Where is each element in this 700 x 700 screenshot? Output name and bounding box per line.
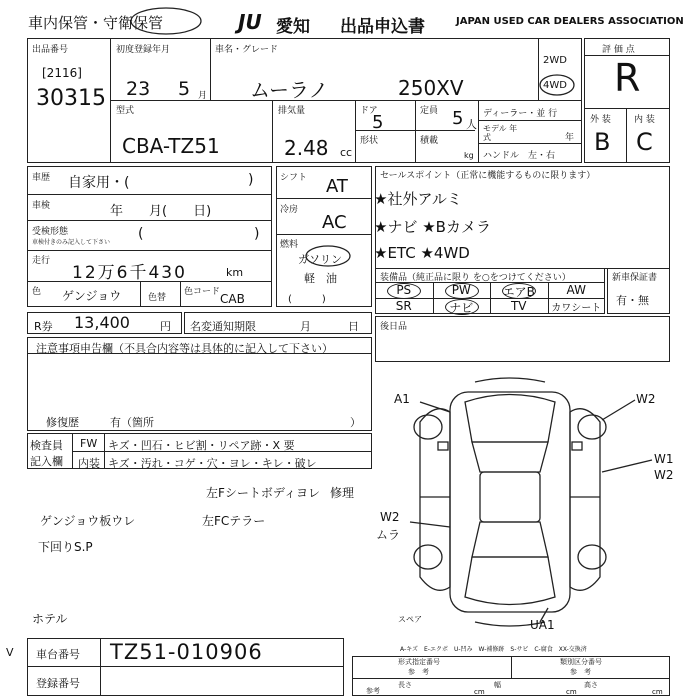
mileage: 12万6千430 xyxy=(72,263,187,283)
wheel-rr xyxy=(578,545,606,569)
equipment-item: エアB xyxy=(502,285,535,299)
equipment-circle xyxy=(445,283,479,299)
wheel-rl xyxy=(414,545,442,569)
selling-point-1: ★社外アルミ xyxy=(374,190,462,208)
shape-label: 形状 xyxy=(360,136,379,146)
fuel-paren: ( ) xyxy=(288,294,326,305)
association-name: JAPAN USED CAR DEALERS ASSOCIATION xyxy=(456,16,684,27)
diag-mura: ムラ xyxy=(376,528,401,542)
model-year-label: モデル 年式 xyxy=(483,124,518,142)
doors: 5 xyxy=(372,112,384,133)
int-label: 内 装 xyxy=(634,115,655,125)
storage-circle xyxy=(130,6,206,36)
diag-w1: W1 xyxy=(654,452,674,466)
color-change-label: 色替 xyxy=(148,293,167,303)
reg-number-label: 登録番号 xyxy=(36,677,80,690)
name-label: 車名・グレード xyxy=(215,45,279,55)
ref-label: 参考 xyxy=(366,687,380,695)
displacement: 2.48 xyxy=(284,136,329,160)
inspection-value: 年 月( 日) xyxy=(110,204,212,219)
equipment-circle xyxy=(387,283,421,299)
wheel-fl xyxy=(414,415,442,439)
history-close: ) xyxy=(248,172,254,188)
repair-close: ） xyxy=(350,416,361,429)
capacity: 5 xyxy=(452,108,464,129)
car-rear-window xyxy=(472,522,548,557)
load-unit: kg xyxy=(464,151,474,160)
car-windshield xyxy=(472,442,548,472)
fuel-circle xyxy=(300,243,356,269)
receive-sub: 車検付きのみ記入して下さい xyxy=(32,239,111,246)
inspector-note-4: 下回りS.P xyxy=(38,540,93,554)
inspector-note-2: 左FCテラー xyxy=(202,514,266,528)
equipment-item: TV xyxy=(510,299,527,313)
diag-spare: スペア xyxy=(398,615,422,624)
cap-unit: 人 xyxy=(466,118,477,131)
ac-label: 冷房 xyxy=(280,205,299,215)
equipment-label: 装備品（純正品に限り を○をつけてください） xyxy=(380,273,571,283)
selling-label: セールスポイント（正常に機能するものに限ります） xyxy=(380,171,596,181)
car-trunk xyxy=(465,557,555,605)
month-unit: 月 xyxy=(198,91,208,101)
score-value: R xyxy=(614,56,641,100)
length-unit: cm xyxy=(474,688,485,696)
brand-sub: 愛知 xyxy=(276,17,310,37)
brand-logo xyxy=(238,10,262,34)
length-label: 長さ xyxy=(398,681,412,689)
lot-label: 出品番号 xyxy=(32,45,69,55)
drive-2wd: 2WD xyxy=(543,55,567,66)
color-code: CAB xyxy=(220,292,245,306)
deadline-label: 名変通知期限 xyxy=(190,320,256,333)
recycle-label: R券 xyxy=(34,320,53,333)
receive-label: 受検形態 xyxy=(32,227,69,237)
int-grade: C xyxy=(636,128,653,156)
color-label: 色 xyxy=(32,287,42,297)
spec-1: 形式指定番号 xyxy=(398,658,440,666)
car-roof xyxy=(480,472,540,522)
fw-text: キズ・凹石・ヒビ割・リペア跡・X 要 xyxy=(108,439,295,452)
deadline-day: 日 xyxy=(348,320,359,333)
equipment-circle xyxy=(445,299,479,315)
spec-1-ref: 参 考 xyxy=(408,668,429,676)
lot-number: 30315 xyxy=(36,86,106,111)
back-label: 後日品 xyxy=(380,322,408,332)
brand-ju: JU xyxy=(238,10,262,34)
inspector-label-2: 記入欄 xyxy=(30,455,63,468)
drive-4wd: 4WD xyxy=(543,80,567,91)
reg-label: 初度登録年月 xyxy=(116,45,171,55)
load-label: 積載 xyxy=(420,136,439,146)
inspector-note-3: ゲンジョウ板ウレ xyxy=(40,514,136,528)
ext-label: 外 装 xyxy=(590,115,611,125)
warranty-label: 新車保証書 xyxy=(612,273,658,283)
handle-label: ハンドル 左・右 xyxy=(483,151,556,161)
inner-text: キズ・汚れ・コゲ・穴・ヨレ・キレ・破レ xyxy=(108,457,317,470)
car-right-side xyxy=(570,409,600,591)
chassis-number: TZ51-010906 xyxy=(110,640,263,664)
inner-label: 内装 xyxy=(78,457,100,470)
color-value: ゲンジョウ xyxy=(62,289,122,303)
lot-sub: [2116] xyxy=(42,66,82,80)
deadline-month: 月 xyxy=(300,320,311,333)
shift-value: AT xyxy=(326,176,348,197)
equipment-item: ナビ xyxy=(449,301,474,315)
wheel-fr xyxy=(578,415,606,439)
storage-guard-label: 守衛保管 xyxy=(103,14,164,32)
reg-month: 5 xyxy=(178,78,191,100)
color-code-label: 色コード xyxy=(184,287,221,297)
car-name: ムーラノ xyxy=(250,78,329,102)
warranty-value: 有・無 xyxy=(616,294,649,307)
spec-2-ref: 参 考 xyxy=(570,668,591,676)
width-label: 幅 xyxy=(494,681,501,689)
car-left-side xyxy=(420,409,450,591)
fuel-diesel: 軽 油 xyxy=(304,272,337,285)
receive-open: ( xyxy=(138,226,144,242)
fw-label: FW xyxy=(80,437,98,450)
shift-label: シフト xyxy=(280,173,308,183)
form-title: 出品申込書 xyxy=(340,17,425,37)
equipment-circle xyxy=(502,283,536,299)
year-unit: 年 xyxy=(565,133,575,143)
car-hood xyxy=(465,395,555,443)
dealer-label: ディーラー・並 行 xyxy=(483,109,558,119)
inspector-note-1: 左Fシートボディヨレ xyxy=(206,486,320,500)
inspector-note-5: ホテル xyxy=(32,612,68,626)
recycle-unit: 円 xyxy=(160,320,171,333)
ac-value: AC xyxy=(322,212,347,233)
model-code: CBA-TZ51 xyxy=(122,134,220,158)
selling-point-2: ★ナビ ★Bカメラ xyxy=(374,218,491,236)
chassis-label: 車台番号 xyxy=(36,648,80,661)
width-unit: cm xyxy=(566,688,577,696)
inspector-label-1: 検査員 xyxy=(30,439,63,452)
repair-label: 修復歴 xyxy=(46,416,79,429)
disp-unit: cc xyxy=(340,146,353,159)
equipment-item: PW xyxy=(451,283,471,297)
diag-ua1: UA1 xyxy=(530,618,555,632)
drive-4wd-circle xyxy=(537,72,579,98)
notes-label: 注意事項申告欄（不具合内容等は具体的に記入して下さい） xyxy=(36,342,333,355)
receive-close: ) xyxy=(254,226,260,242)
inspector-note-1b: 修理 xyxy=(330,486,355,500)
height-unit: cm xyxy=(652,688,663,696)
history-label: 車歴 xyxy=(32,173,51,183)
ext-grade: B xyxy=(594,128,611,156)
equipment-item: カワシート xyxy=(551,303,602,314)
equipment-item: PS xyxy=(396,283,412,297)
diag-a1: A1 xyxy=(394,392,410,406)
height-label: 高さ xyxy=(584,681,598,689)
inspection-label: 車検 xyxy=(32,201,51,211)
history-value: 自家用・( xyxy=(68,175,130,191)
back-block xyxy=(375,316,670,362)
score-label: 評 価 点 xyxy=(602,45,635,55)
reg-year: 23 xyxy=(126,78,151,100)
diag-w2c: W2 xyxy=(380,510,400,524)
fuel-label: 燃料 xyxy=(280,240,299,250)
spec-2: 類別区分番号 xyxy=(560,658,602,666)
model-label: 型式 xyxy=(116,106,135,116)
fuel-gasoline: ガソリン xyxy=(298,253,342,266)
grade: 250XV xyxy=(398,76,464,100)
diag-w2a: W2 xyxy=(636,392,656,406)
storage-label: 車内保管・ xyxy=(28,14,104,32)
diag-legend: A-キズ E-エクボ U-凹み W-補修跡 S-サビ C-腐食 XX-交換済 xyxy=(400,646,587,653)
selling-point-3: ★ETC ★4WD xyxy=(374,244,470,262)
mileage-label: 走行 xyxy=(32,256,51,266)
diag-w2b: W2 xyxy=(654,468,674,482)
footer-check: V xyxy=(6,646,14,659)
equipment-item: AW xyxy=(566,283,586,297)
disp-label: 排気量 xyxy=(278,106,306,116)
equipment-item: SR xyxy=(395,299,412,313)
cap-label: 定員 xyxy=(420,106,439,116)
repair-value: 有（箇所 xyxy=(110,416,154,429)
recycle-value: 13,400 xyxy=(74,313,130,332)
mileage-unit: km xyxy=(226,266,244,279)
door-label: ドア xyxy=(360,106,378,116)
